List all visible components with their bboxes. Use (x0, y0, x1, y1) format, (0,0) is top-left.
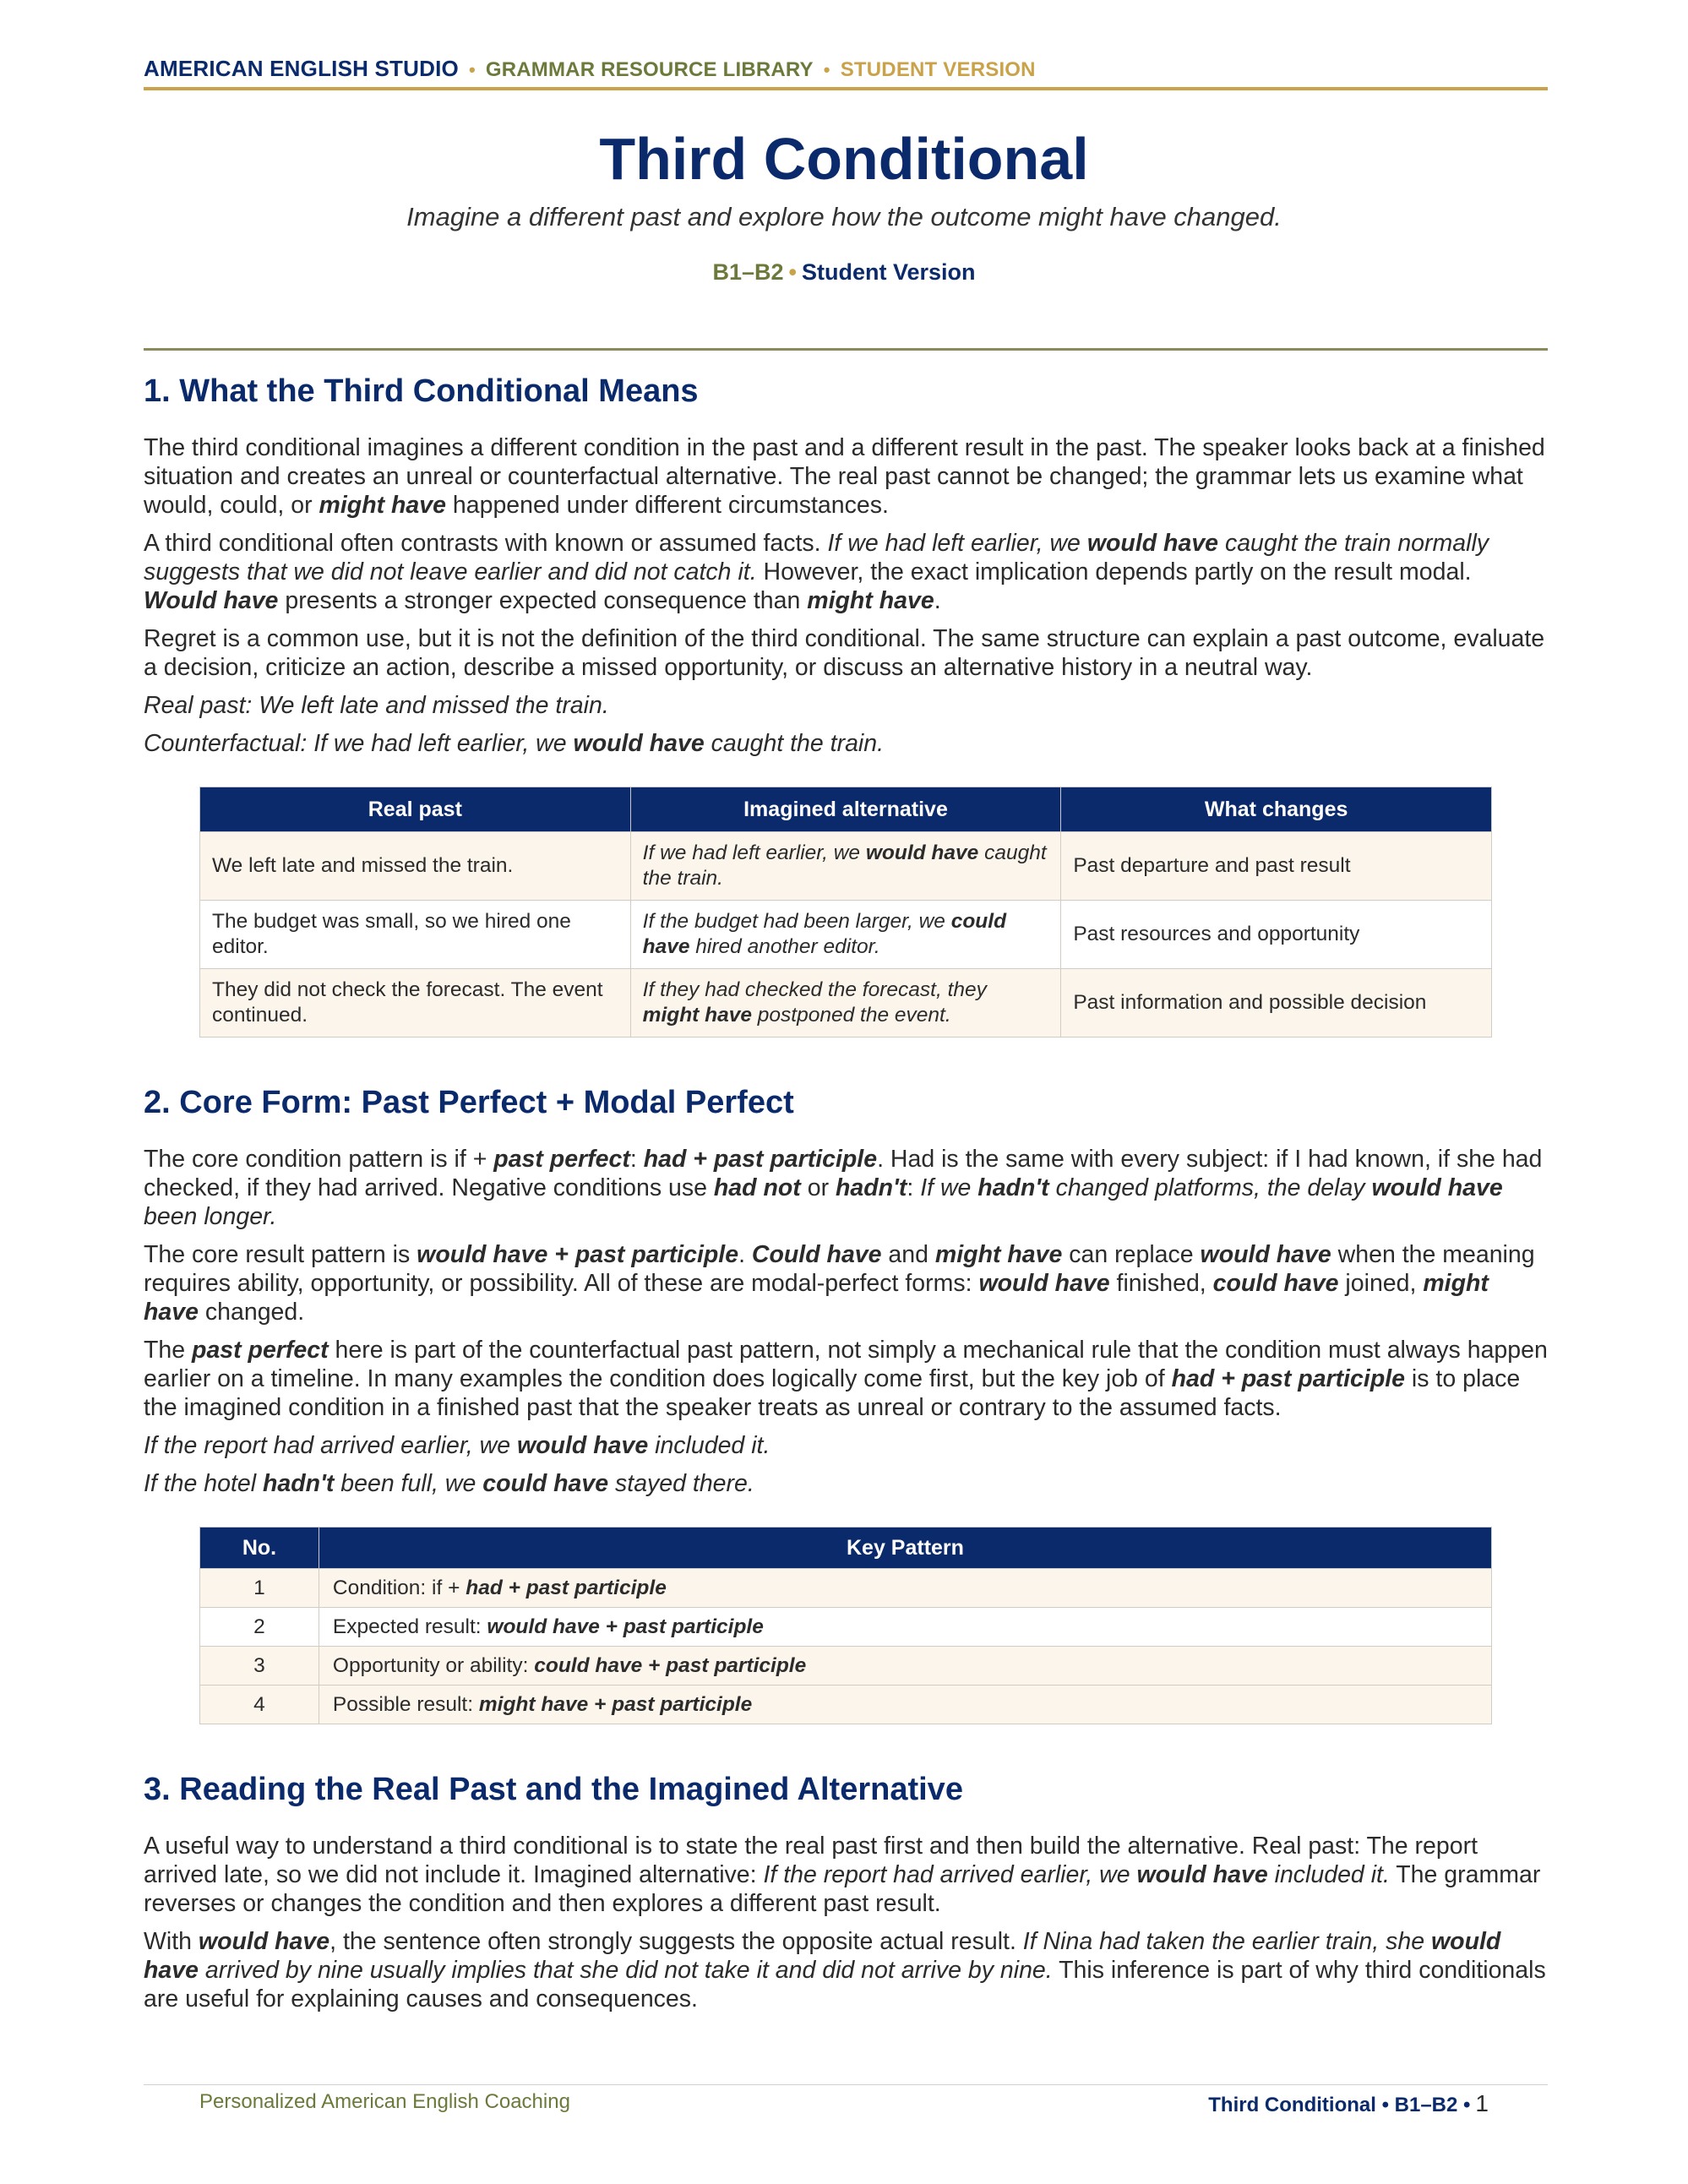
table-header-row (200, 1528, 1492, 1569)
row-number: 1 (200, 1569, 319, 1608)
example-sentence: If the hotel hadn't been full, we could have stayed there. (144, 1470, 754, 1497)
table-cell: They did not check the forecast. The event continued. (200, 969, 631, 1038)
example-sentence: Real past: We left late and missed the train. (144, 692, 609, 719)
row-number: 4 (200, 1686, 319, 1724)
header-separator: • (468, 59, 476, 80)
main-content (144, 372, 1548, 2023)
column-header: No. (200, 1528, 319, 1569)
table-row (200, 1569, 1492, 1608)
row-number: 3 (200, 1647, 319, 1686)
paragraph: The core condition pattern is if + past perfect: had + past participle. Had is the same with every subject: if I had known, if she had checked, if they had arrived. Negative conditions use had not or hadn't: If we hadn't changed platforms, the delay would have been longer. (144, 1146, 1543, 1230)
level-separator: • (788, 259, 797, 285)
footer-divider (144, 2084, 1548, 2085)
section-reading (144, 1772, 1548, 2013)
table-header-row (200, 787, 1492, 832)
table-row (200, 1608, 1492, 1647)
column-header: Imagined alternative (630, 787, 1061, 832)
paragraph: Regret is a common use, but it is not the definition of the third conditional. The same structure can explain a past outcome, evaluate a decision, criticize an action, describe a missed opportunity, or discuss an alternative history in a neutral way. (144, 625, 1545, 681)
title-divider (144, 348, 1548, 351)
library-name: GRAMMAR RESOURCE LIBRARY (485, 58, 814, 81)
version-label: STUDENT VERSION (840, 58, 1036, 81)
table-cell: Past resources and opportunity (1061, 901, 1492, 969)
comparison-table (199, 787, 1492, 1038)
row-number: 2 (200, 1608, 319, 1647)
paragraph: A third conditional often contrasts with known or assumed facts. If we had left earlier, we would have caught the train normally suggests that we did not leave earlier and did not catch it. However, the exact implication depends partly on the result modal. Would have presents a stronger expected consequence than might have. (144, 530, 1489, 614)
column-header: Real past (200, 787, 631, 832)
page-title: Third Conditional (599, 126, 1089, 192)
paragraph: The past perfect here is part of the counterfactual past pattern, not simply a mechanical rule that the condition must always happen earlier on a timeline. In many examples the condition does logically come first, but the key job of had + past participle is to place the imagined condition in a finished past that the speaker treats as unreal or contrary to the assumed facts. (144, 1337, 1548, 1421)
paragraph: A useful way to understand a third conditional is to state the real past first and then build the alternative. Real past: The report arrived late, so we did not include it. Imagined alternative: If the report had arrived earlier, we would have included it. The grammar reverses or changes the condition and then explores a different past result. (144, 1833, 1541, 1917)
example-sentence: If the report had arrived earlier, we would have included it. (144, 1432, 770, 1459)
table-cell: If we had left earlier, we would have caught the train. (630, 832, 1061, 901)
running-header (144, 56, 1548, 90)
table-cell: Condition: if + had + past participle (319, 1569, 1491, 1608)
paragraph: With would have, the sentence often strongly suggests the opposite actual result. If Nina had taken the earlier train, she would have arrived by nine usually implies that she did not take it and did not arrive by nine. This inference is part of why third conditionals are useful for explaining causes and consequences. (144, 1928, 1546, 2012)
table-cell: The budget was small, so we hired one editor. (200, 901, 631, 969)
table-row (200, 1686, 1492, 1724)
table-cell: We left late and missed the train. (200, 832, 631, 901)
brand-name: AMERICAN ENGLISH STUDIO (144, 56, 459, 81)
section-heading: 2. Core Form: Past Perfect + Modal Perfect (144, 1085, 794, 1120)
level-version: Student Version (801, 259, 976, 285)
section-heading: 1. What the Third Conditional Means (144, 373, 699, 409)
footer-doc-label: Third Conditional • B1–B2 • (1208, 2094, 1471, 2116)
table-cell: Possible result: might have + past participle (319, 1686, 1491, 1724)
page-number: 1 (1475, 2090, 1489, 2116)
level-line (0, 259, 1688, 286)
section-heading: 3. Reading the Real Past and the Imagined Alternative (144, 1772, 963, 1807)
table-cell: Expected result: would have + past participle (319, 1608, 1491, 1647)
table-cell: Past information and possible decision (1061, 969, 1492, 1038)
section-core-form (144, 1085, 1548, 1724)
example-sentence: Counterfactual: If we had left earlier, we would have caught the train. (144, 730, 885, 757)
level-range: B1–B2 (712, 259, 784, 285)
column-header: Key Pattern (319, 1528, 1491, 1569)
footer-title (1208, 2090, 1489, 2117)
key-pattern-table (199, 1527, 1492, 1724)
table-cell: Past departure and past result (1061, 832, 1492, 901)
table-row (200, 1647, 1492, 1686)
table-cell: If the budget had been larger, we could have hired another editor. (630, 901, 1061, 969)
table-cell: If they had checked the forecast, they might have postponed the event. (630, 969, 1061, 1038)
footer-tagline: Personalized American English Coaching (199, 2090, 570, 2113)
table-cell: Opportunity or ability: could have + past participle (319, 1647, 1491, 1686)
header-separator: • (823, 59, 830, 80)
table-row (200, 969, 1492, 1038)
column-header: What changes (1061, 787, 1492, 832)
page-subtitle: Imagine a different past and explore how the outcome might have changed. (406, 202, 1282, 231)
table-row (200, 901, 1492, 969)
section-meaning (144, 373, 1548, 1038)
paragraph: The core result pattern is would have + past participle. Could have and might have can replace would have when the meaning requires ability, opportunity, or possibility. All of these are modal-perfect forms: would have finished, could have joined, might have changed. (144, 1241, 1535, 1326)
table-row (200, 832, 1492, 901)
paragraph: The third conditional imagines a different condition in the past and a different result in the past. The speaker looks back at a finished situation and creates an unreal or counterfactual alternative. The real past cannot be changed; the grammar lets us examine what would, could, or might have happened under different circumstances. (144, 434, 1545, 519)
